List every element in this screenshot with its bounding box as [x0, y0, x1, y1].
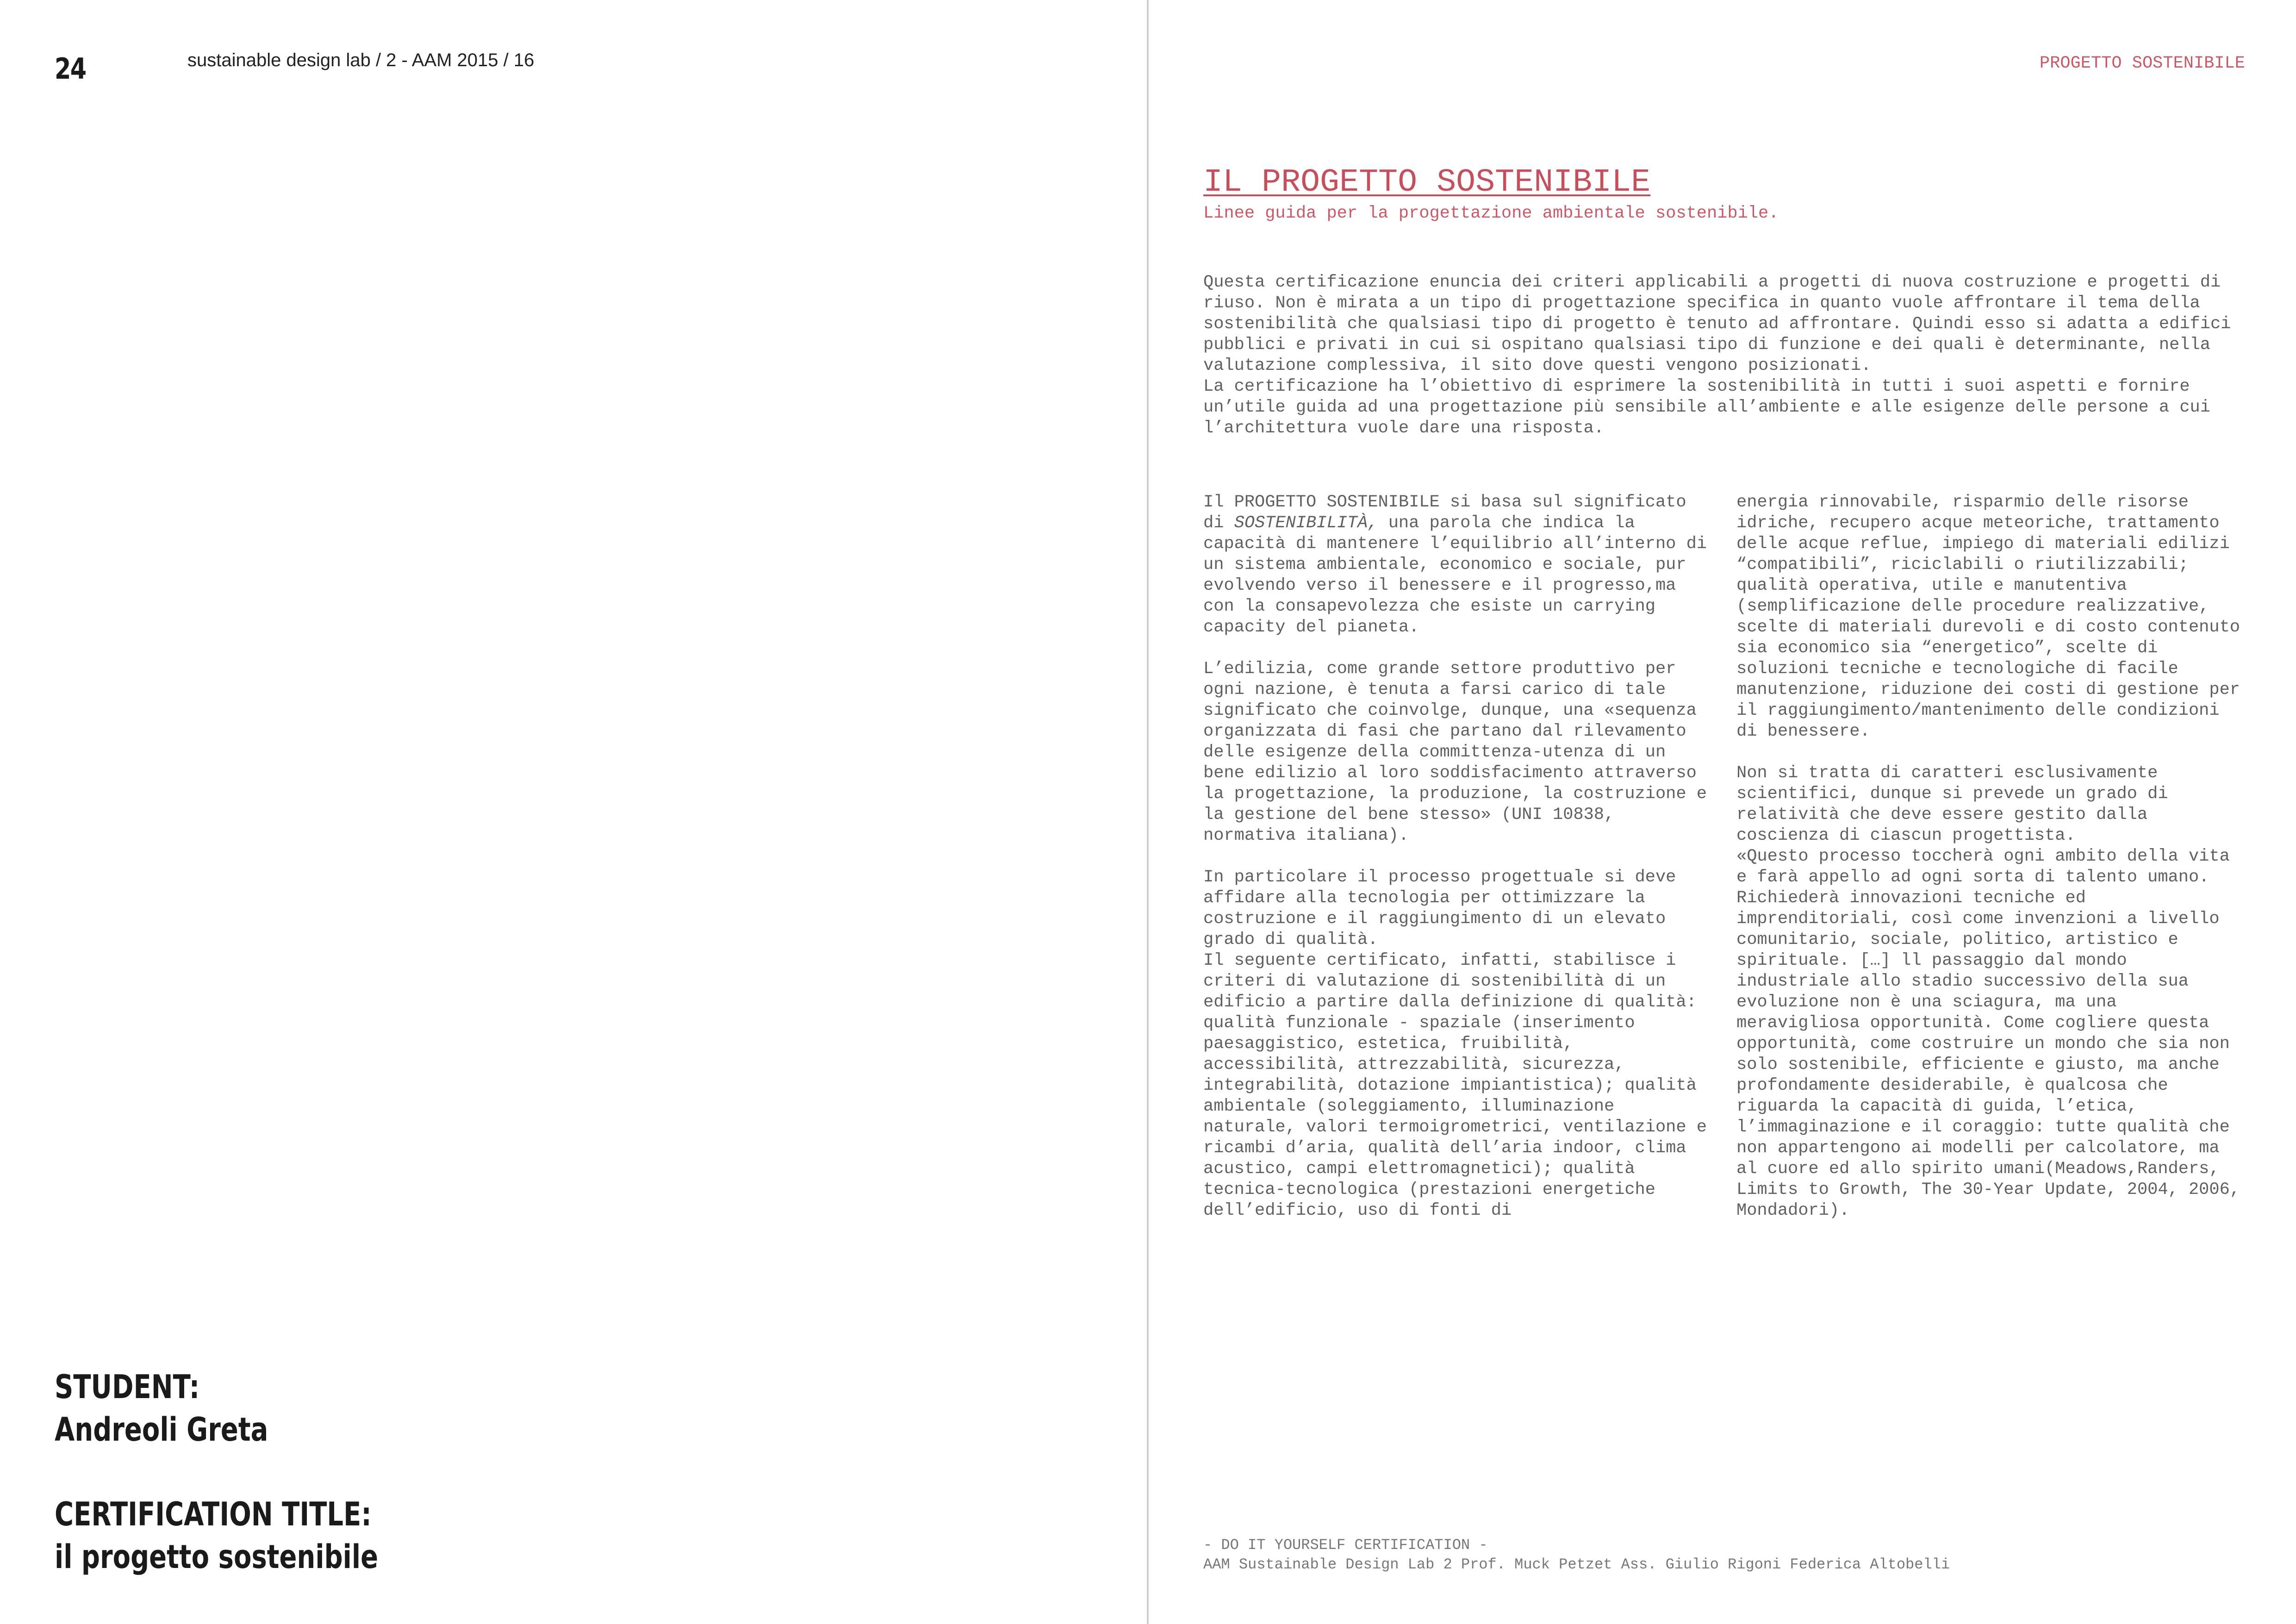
body-text: Il PROGETTO SOSTENIBILE si basa sul significato di [1203, 493, 1686, 533]
body-column-left [1203, 492, 1717, 1242]
page-title: IL PROGETTO SOSTENIBILE [1203, 164, 1651, 201]
body-paragraph: energia rinnovabile, risparmio delle risorse idriche, recupero acque meteoriche, trattamento delle acque reflue, impiego di materiali edilizi “compatibili”, riciclabili o riutilizzabili; qualità operativa, utile e manutentiva (semplificazione delle procedure realizzative, scelte di materiali durevoli e di costo contenuto sia economico sia “energetico”, scelte di soluzioni tecniche e tecnologiche di facile manutenzione, riduzione dei costi di gestione per il raggiungimento/mantenimento delle condizioni di benessere. [1736, 493, 2240, 741]
student-block [55, 1366, 268, 1451]
body-paragraph: Non si tratta di caratteri esclusivamente scientifici, dunque si prevede un grado di relatività che deve essere gestito dalla coscienza di ciascun progettista. [1736, 763, 2168, 845]
running-header: sustainable design lab / 2 - AAM 2015 / 16 [187, 50, 535, 70]
page-number: 24 [55, 52, 86, 86]
footer [1203, 1536, 1950, 1574]
page-subtitle: Linee guida per la progettazione ambientale sostenibile. [1203, 204, 1779, 223]
body-paragraph [1203, 492, 1717, 638]
body-column-right [1736, 492, 2250, 1242]
body-text: una parola che indica la capacità di mantenere l’equilibrio all’interno di un sistema ambientale, economico e sociale, pur evolvendo verso il benessere e il progresso,ma con la consapevolezza che esiste un carrying capacity del pianeta. [1203, 513, 1707, 637]
body-paragraph: L’edilizia, come grande settore produttivo per ogni nazione, è tenuta a farsi carico di tale significato che coinvolge, dunque, una «sequenza organizzata di fasi che partano dal rilevamento delle esigenze della committenza-utenza di un bene edilizio al loro soddisfacimento attraverso la progettazione, la produzione, la costruzione e la gestione del bene stesso» (UNI 10838, normativa italiana). [1203, 659, 1707, 845]
certification-title: il progetto sostenibile [55, 1538, 379, 1576]
certification-label: CERTIFICATION TITLE: [55, 1495, 372, 1533]
body-paragraph: In particolare il processo progettuale si deve affidare alla tecnologia per ottimizzare la costruzione e il raggiungimento di un elevato grado di qualità. [1203, 868, 1676, 949]
emphasis-text: SOSTENIBILITÀ, [1234, 513, 1378, 533]
intro-text [1203, 272, 2249, 439]
student-name: Andreoli Greta [55, 1411, 268, 1449]
footer-credits: AAM Sustainable Design Lab 2 Prof. Muck Petzet Ass. Giulio Rigoni Federica Altobelli [1203, 1556, 1950, 1573]
certification-block [55, 1493, 378, 1578]
body-paragraph: Il seguente certificato, infatti, stabilisce i criteri di valutazione di sostenibilità di un edificio a partire dalla definizione di qualità: qualità funzionale - spaziale (inserimento paesaggistico, estetica, fruibilità, accessibilità, attrezzabilità, sicurezza, integrabilità, dotazione impiantistica); qualità ambientale (soleggiamento, illuminazione naturale, valori termoigrometrici, ventilazione e ricambi d’aria, qualità dell’aria indoor, clima acustico, campi elettromagnetici); qualità tecnica-tecnologica (prestazioni energetiche dell’edificio, uso di fonti di [1203, 951, 1707, 1220]
intro-paragraph: La certificazione ha l’obiettivo di esprimere la sostenibilità in tutti i suoi aspetti e fornire un’utile guida ad una progettazione più sensibile all’ambiente e alle esigenze delle persone a cui l’architettura vuole dare una risposta. [1203, 377, 2210, 438]
section-label: PROGETTO SOSTENIBILE [2039, 54, 2245, 73]
page-spread-divider [1147, 0, 1149, 1624]
student-label: STUDENT: [55, 1368, 200, 1406]
intro-paragraph: Questa certificazione enuncia dei criteri applicabili a progetti di nuova costruzione e progetti di riuso. Non è mirata a un tipo di progettazione specifica in quanto vuole affrontare il tema della sostenibilità che qualsiasi tipo di progetto è tenuto ad affrontare. Quindi esso si adatta a edifici pubblici e privati in cui si ospitano qualsiasi tipo di funzione e dei quali è determinante, nella valutazione complessiva, il sito dove questi vengono posizionati. [1203, 273, 2231, 375]
footer-line: - DO IT YOURSELF CERTIFICATION - [1203, 1537, 1488, 1554]
quote-paragraph: «Questo processo toccherà ogni ambito della vita e farà appello ad ogni sorta di talento umano. Richiederà innovazioni tecniche ed imprenditoriali, così come invenzioni a livello comunitario, sociale, politico, artistico e spirituale. […] ll passaggio dal mondo industriale allo stadio successivo della sua evoluzione non è una sciagura, ma una meravigliosa opportunità. Come cogliere questa opportunità, come costruire un mondo che sia non solo sostenibile, efficiente e giusto, ma anche profondamente desiderabile, è qualcosa che riguarda la capacità di guida, l’etica, l’immaginazione e il coraggio: tutte qualità che non appartengono ai modelli per calcolatore, ma al cuore ed allo spirito umani(Meadows,Randers, Limits to Growth, The 30-Year Update, 2004, 2006, Mondadori). [1736, 847, 2240, 1220]
